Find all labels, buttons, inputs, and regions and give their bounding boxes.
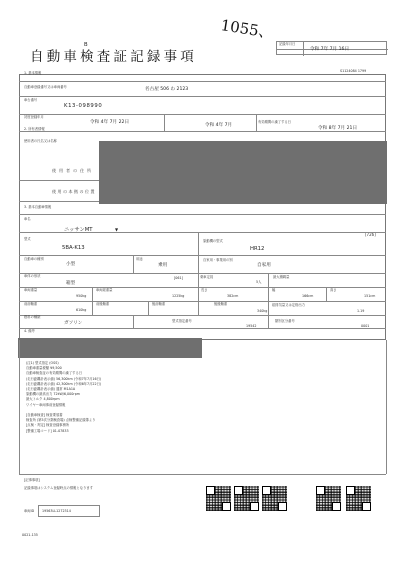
private-value: 自家用 [257,263,271,268]
note-line: (走行距離計表示値) 通常 M1A1A [26,387,76,391]
width-value: 166cm [302,294,314,298]
rear-axle-value: 340kg [257,309,268,313]
serial-number: S1124084 1799 [340,69,367,73]
qr-code-5 [346,486,371,511]
shape-label: 車体の形状 [24,274,41,278]
code-box: [726] [365,232,376,237]
gross-weight-value: 1225kg [172,294,185,298]
vehicle-id-label: 車両ID [24,509,35,513]
weight-label: 車両重量 [24,288,38,292]
engine-type-label: 原動機の型式 [203,239,223,243]
model-code-value: 5BA-K13 [62,245,85,251]
section-1-label: 1. 基本情報 [24,71,42,75]
note-line: [自動車検査] 検査要領書 [26,413,63,417]
private-label: 自家用・事業用の別 [203,258,233,262]
displacement-value: 1.19 [357,309,365,313]
vehicle-id-value: 19563LL1272314 [42,509,71,513]
vehicle-type-label: 自動車の種別 [24,257,44,261]
chassis-label: 車台番号 [24,98,38,102]
maker-value: ニッサンMT [64,227,93,233]
displacement-label: 総排気量又は定格出力 [272,303,305,307]
redacted-owner-block [99,141,387,204]
user-name-label: 使用者の氏名又は名称 [24,139,57,143]
note-line: ワイヤー車両事前登録情報 [26,402,66,407]
gross-weight-label: 車両総重量 [96,288,113,292]
height-label: 高さ [330,288,337,292]
note-line: 自動車検査証の有効期間の満了する日 [26,371,83,376]
category-value: 0001 [361,324,370,328]
note-line: 検査所 (第5次分類検査場) 点検整備記録簿より [26,418,96,423]
weight-value: 950kg [76,294,87,298]
first-reg-date: 令和 4年 7月 22日 [90,120,130,125]
valid-date-a: 令和 4年 7月 [205,123,233,128]
fuel-value: ガソリン [64,321,83,326]
rear-axle-label: 後後軸重 [214,302,228,306]
capacity-value: 5人 [256,280,262,284]
section-3-label: 3. 基本自動車情報 [24,205,52,209]
shape-value: 箱型 [66,281,76,286]
valid-date-label: 有効期間の満了する日 [258,120,291,124]
footer-note-title: [記事事項] [24,478,40,482]
rear-front-axle-label: 後前軸重 [152,302,166,306]
note-line: (注1) 型式指定 (OSS) [26,361,59,365]
note-line: (走行距離計表示値) 42,300km (令和6年7月22日) [26,381,102,386]
user-address-label: 使用者の住所 [52,168,94,173]
height-value: 151cm [364,294,376,298]
fuel-label: 燃料の種類 [24,315,41,319]
plate-label: 自動車登録番号又は車両番号 [24,85,67,89]
note-line: 自動車重量税額 ¥9,500 [26,366,62,371]
qr-code-3 [262,486,287,511]
category-label: 類別区分番号 [275,319,295,323]
plate-number: 名古屋 506 わ 2123 [145,87,189,92]
first-reg-label: 初度登録年月 [24,115,44,119]
form-letter-b: B [84,42,88,48]
valid-date-b: 令和 8年 7月 21日 [318,126,358,131]
max-load-label: 最大積載量 [273,275,290,279]
front-axle-value: 610kg [76,308,87,312]
use-value: 乗用 [158,263,168,268]
front-rear-axle-label: 前後軸重 [96,302,110,306]
footer-note-line: 記録事項はシステム登録時点の情報となります [24,486,93,490]
front-axle-label: 前前軸重 [24,302,38,306]
engine-type-value: HR12 [250,246,265,252]
capacity-label: 乗車定員 [200,275,214,279]
note-line: 原動機の最高出力 72kW/6,000rpm [26,392,80,397]
document-title: 自動車検査証記録事項 [30,49,197,65]
record-date-value: 令和 7年 7月 16日 [310,47,350,52]
maker-dropdown-icon: ▼ [115,227,119,232]
model-code-label: 型式 [24,237,31,241]
vehicle-type-value: 小型 [66,262,76,267]
width-label: 幅 [272,288,276,292]
qr-code-1 [206,486,231,511]
redacted-notes-block [18,338,202,358]
handwritten-number: 1055、 [219,16,275,43]
use-label: 用途 [136,257,143,261]
model-cert-value: 19542 [246,324,257,328]
note-line: 最大トルク 4,800rpm [26,397,60,402]
section-4-label: 4. 備考 [24,329,35,333]
page-code: 0021-135 [22,533,38,537]
note-line: [整備工場コード] 01-07833 [26,428,69,433]
record-date-label: 記録年月日 [279,42,296,46]
shape-code: [061] [174,276,183,280]
model-cert-label: 型式指定番号 [172,319,192,323]
chassis-number: K13-098990 [64,103,103,109]
section-2-label: 2. 所有者情報 [24,127,45,131]
length-value: 382cm [227,294,239,298]
qr-code-2 [234,486,259,511]
maker-label: 車名 [24,217,31,221]
length-label: 長さ [201,288,208,292]
note-line: [点検・判定] 検査登録事務所 [26,423,70,428]
note-line: (走行距離計表示値) 56,300km (令和7年7月16日) [26,376,102,381]
base-location-label: 使用の本拠の位置 [52,189,96,194]
qr-code-4 [316,486,341,511]
